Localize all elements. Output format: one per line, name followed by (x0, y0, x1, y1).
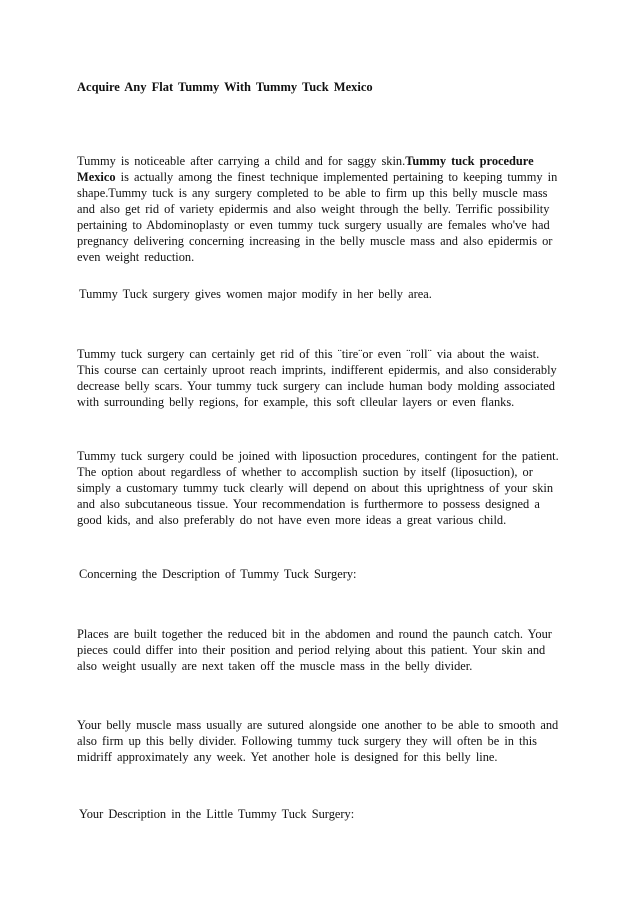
intro-keyword-bold: Tummy tuck procedure Mexico (77, 154, 534, 184)
section-heading-description: Concerning the Description of Tummy Tuck Surgery: (79, 567, 357, 581)
intro-text-rest: is actually among the finest technique implemented pertaining to keeping tummy in shape.Tummy tuck is any surgery completed to be able to firm up this belly muscle mass and also get rid of variety epidermis and also weight through the belly. Terrific possibility pertaining to Abdominoplasty or even tummy tuck surgery usually are females who've had pregnancy delivering concerning increasing in the belly muscle mass and also epidermis or even weight reduction. (77, 170, 558, 264)
intro-text-start: Tummy is noticeable after carrying a child and for saggy skin. (77, 154, 406, 168)
paragraph-sutured: Your belly muscle mass usually are sutured alongside one another to be able to smooth and also firm up this belly divider. Following tummy tuck surgery they will often be in this midriff approximately any week. Yet another hole is designed for this belly line. (77, 718, 559, 764)
paragraph-tire-roll: Tummy tuck surgery can certainly get rid of this ¨tire¨or even ¨roll¨ via about the waist. This course can certainly uproot reach imprints, indifferent epidermis, and also considerably decrease belly scars. Your tummy tuck surgery can include human body molding associated with surrounding belly regions, for example, this soft clleular layers or even flanks. (77, 347, 557, 409)
paragraph-intro (77, 153, 565, 265)
document-title: Acquire Any Flat Tummy With Tummy Tuck Mexico (77, 80, 373, 94)
paragraph-incisions: Places are built together the reduced bit in the abdomen and round the paunch catch. Your pieces could differ into their position and period relying about this patient. Your skin and also weight usually are next taken off the muscle mass in the belly divider. (77, 627, 552, 673)
paragraph-liposuction: Tummy tuck surgery could be joined with liposuction procedures, contingent for the patient. The option about regardless of whether to accomplish suction by itself (liposuction), or simply a customary tummy tuck clearly will depend on about this uprightness of your skin and also subcutaneous tissue. Your recommendation is furthermore to possess designed a good kids, and also preferably do not have even more ideas a great various child. (77, 449, 559, 527)
section-heading-little-tuck: Your Description in the Little Tummy Tuck Surgery: (79, 807, 355, 821)
paragraph-women-change: Tummy Tuck surgery gives women major modify in her belly area. (79, 287, 432, 301)
